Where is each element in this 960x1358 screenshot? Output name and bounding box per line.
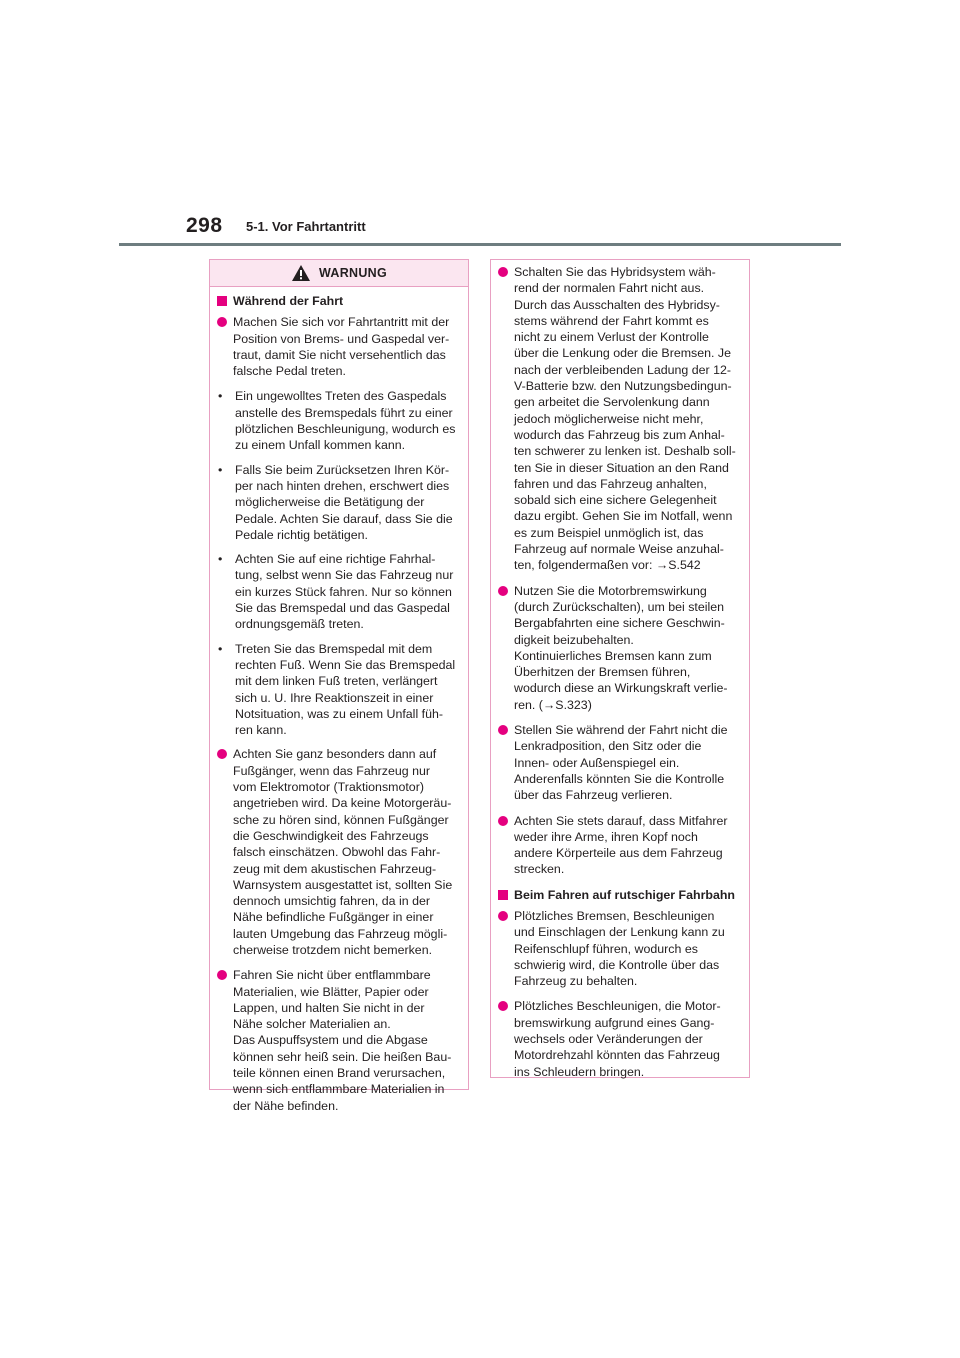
bullet-dot-icon: • [218,462,223,477]
warning-header [210,260,468,287]
pink-circle-bullet-icon [497,813,514,829]
item-text: Treten Sie das Bremspedal mit dem rechten Fuß. Wenn Sie das Bremspedal mit dem linken Fuß treten, verlängert sich u. U. Ihre Reaktionszeit in einer Notsituation, was zu einem Unfall füh- ren kann. [235,641,456,738]
warning-item [216,746,462,958]
item-text: Beim Fahren auf rutschiger Fahrbahn [514,887,736,902]
item-text: Plötzliches Bremsen, Beschleunigen und Einschlagen der Lenkung kann zu Reifenschlupf führen, wodurch es schwierig wird, die Kontrolle über das Fahrzeug zu behalten. [514,908,725,989]
pink-circle-bullet-icon [216,746,233,762]
warning-item [497,908,743,989]
item-text: Achten Sie ganz besonders dann auf Fußgänger, wenn das Fahrzeug nur vom Elektromotor (Traktionsmotor) angetrieben wird. Da keine Motorgeräu- sche zu hören sind, können Fußgänger die Geschwindigkeit des Fahrzeugs falsch einschätzen. Obwohl das Fahr- zeug mit dem akustischen Fahrzeug- Warnsystem ausgestattet ist, sollten Sie dennoch umsichtig fahren, da in der Nähe befindliche Fußgänger in einer lauten Umgebung das Fahrzeug mögli- cherweise trotzdem nicht bemerken. [233,747,453,957]
item-text: Achten Sie stets darauf, dass Mitfahrer weder ihre Arme, ihren Kopf noch andere Körperteile aus dem Fahrzeug strecken. [514,813,728,877]
item-text: Machen Sie sich vor Fahrtantritt mit der Position von Brems- und Gaspedal ver- traut, damit Sie nicht versehentlich das falsche Pedal treten. [233,315,450,379]
warning-triangle-icon [291,264,311,282]
pink-circle-bullet-icon [497,583,514,599]
warning-content-right [491,260,749,1080]
item-text: Ein ungewolltes Treten des Gaspedals anstelle des Bremspedals führt zu einer plötzlichen Beschleunigung, wodurch es zu einem Unfall kommen kann. [235,389,456,453]
pink-square-bullet-icon [216,293,233,309]
bullet-item [216,388,462,453]
warning-item [497,998,743,1079]
warning-item [216,967,462,1114]
bullet-dot-icon: • [218,641,223,656]
warning-item [497,264,743,574]
pink-circle-bullet-icon [497,722,514,738]
item-text: Fahren Sie nicht über entflammbare Materialien, wie Blätter, Papier oder Lappen, und halten Sie nicht in der Nähe solcher Materialien an. Das Auspuffsystem und die Abgase können sehr heiß sein. Die heißen Bau- teile können einen Brand verursachen, wenn sich entflammbare Materialien in der Nähe befinden. [233,968,452,1113]
warning-content-left [210,287,468,1114]
item-text: Achten Sie auf eine richtige Fahrhal- tung, selbst wenn Sie das Fahrzeug nur ein kurzes Stück fahren. Nur so können Sie das Bremspedal und das Gaspedal ordnungsgemäß treten. [235,552,454,632]
pink-circle-bullet-icon [216,967,233,983]
section-heading [216,293,462,309]
bullet-item [216,641,462,739]
warning-box-right [490,259,750,1078]
warning-box-left [209,259,469,1113]
pink-circle-bullet-icon [497,264,514,280]
warning-title: WARNUNG [318,266,388,280]
bullet-dot-icon: • [218,552,223,567]
item-text: Falls Sie beim Zurücksetzen Ihren Kör- per nach hinten drehen, erschwert dies möglicherweise die Betätigung der Pedale. Achten Sie darauf, dass Sie die Pedale richtig betätigen. [235,462,453,542]
pink-circle-bullet-icon [497,908,514,924]
warning-item [497,813,743,878]
bullet-item [216,462,462,543]
item-text: Schalten Sie das Hybridsystem wäh- rend der normalen Fahrt nicht aus. Durch das Ausschalten des Hybridsy- stems während der Fahrt kommt es nicht zu einem Verlust der Kontrolle über die Lenkung oder die Bremsen. Je nach der verbleibenden Ladung der 12- V-Batterie bzw. den Nutzungsbedingun- gen arbeitet die Servolenkung dann jedoch möglicherweise nicht mehr, wodurch das Fahrzeug bis zum Anhal- ten schwerer zu lenken ist. Deshalb soll- ten Sie in dieser Situation an den Rand fahren und das Fahrzeug anhalten, sobald sich eine sichere Gelegenheit dazu ergibt. Gehen Sie im Notfall, wenn es zum Beispiel unmöglich ist, das Fahrzeug auf normale Weise anzuhal- ten, folgendermaßen vor: →S.542 [514,265,736,573]
item-text: Stellen Sie während der Fahrt nicht die Lenkradposition, den Sitz oder die Innen- oder Außenspiegel ein. Anderenfalls könnten Sie die Kontrolle über das Fahrzeug verlieren. [514,723,728,803]
bullet-item [216,551,462,632]
warning-item [216,314,462,379]
page-number: 298 [186,214,223,237]
item-text: Nutzen Sie die Motorbremswirkung (durch Zurückschalten), um bei steilen Bergabfahrten eine sichere Geschwin- digkeit beizubehalten. Kontinuierliches Bremsen kann zum Überhitzen der Bremsen führen, wodurch diese an Wirkungskraft verlie- ren. (→S.323) [514,583,728,712]
pink-circle-bullet-icon [216,314,233,330]
bullet-dot-icon: • [218,389,223,404]
item-text: Während der Fahrt [233,294,344,308]
header-rule [119,243,841,246]
section-heading [497,887,743,903]
warning-item [497,722,743,803]
pink-circle-bullet-icon [497,998,514,1014]
warning-item [497,583,743,713]
section-title: 5-1. Vor Fahrtantritt [246,219,366,234]
item-text: Plötzliches Beschleunigen, die Motor- bremswirkung aufgrund eines Gang- wechsels oder Veränderungen der Motordrehzahl könnten das Fahrzeug ins Schleudern bringen. [514,999,721,1079]
pink-square-bullet-icon [497,887,514,903]
